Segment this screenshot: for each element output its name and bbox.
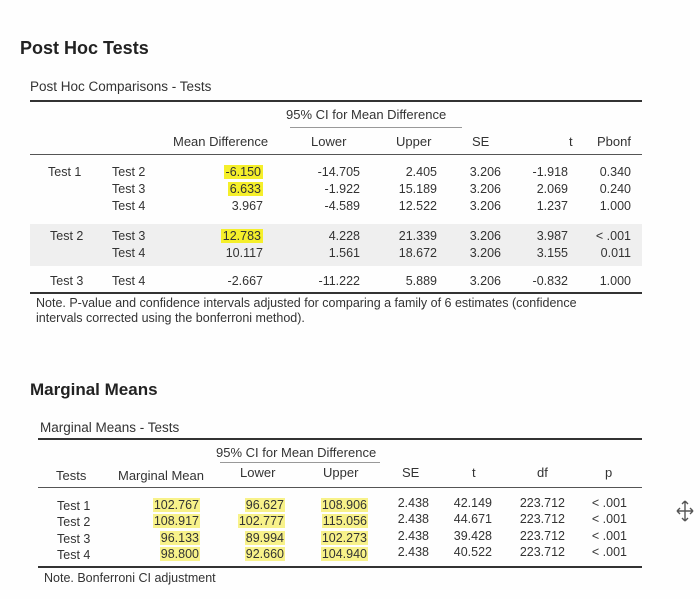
marginal-ci-rule <box>220 462 380 463</box>
mean-diff-value: 10.117 <box>225 246 263 260</box>
se-value: 3.206 <box>469 199 501 213</box>
row-compare-label: Test 4 <box>112 246 146 260</box>
se-value: 2.438 <box>397 512 429 526</box>
marginal-mean-value: 98.800 <box>160 547 199 561</box>
col-se: SE <box>402 465 420 480</box>
marginal-test-label: Test 4 <box>57 548 91 562</box>
mean-diff-value: 6.633 <box>229 182 261 196</box>
row-compare-label: Test 3 <box>112 182 146 196</box>
col-pbonf: Pbonf <box>597 134 631 149</box>
marginal-mean-value: 108.917 <box>153 514 199 528</box>
mean-diff-value: -6.150 <box>225 165 261 179</box>
t-value: 39.428 <box>453 529 492 543</box>
lower-value: 96.627 <box>245 498 284 512</box>
marginal-mean-value: 96.133 <box>160 531 199 545</box>
post-hoc-subtitle: Post Hoc Comparisons - Tests <box>30 79 212 94</box>
t-value: -1.918 <box>532 165 568 179</box>
df-value: 223.712 <box>519 512 565 526</box>
post-hoc-bottom-rule <box>30 292 642 294</box>
col-se: SE <box>472 134 490 149</box>
mean-diff-value: 12.783 <box>222 229 261 243</box>
lower-value: -14.705 <box>317 165 360 179</box>
row-compare-label: Test 4 <box>112 199 146 213</box>
marginal-means-title: Marginal Means <box>30 380 158 399</box>
pbonf-value: 0.011 <box>600 246 631 260</box>
post-hoc-header-rule <box>30 154 642 155</box>
row-compare-label: Test 4 <box>112 274 146 288</box>
upper-value: 2.405 <box>405 165 437 179</box>
t-value: 40.522 <box>453 545 492 559</box>
t-value: -0.832 <box>532 274 568 288</box>
se-value: 3.206 <box>469 182 501 196</box>
marginal-header-rule <box>38 487 642 488</box>
p-value: < .001 <box>591 529 627 543</box>
col-mean-difference: Mean Difference <box>173 134 269 149</box>
col-t: t <box>472 465 476 480</box>
marginal-bottom-rule <box>38 566 642 568</box>
pbonf-value: 0.240 <box>599 182 631 196</box>
row-compare-label: Test 3 <box>112 229 146 243</box>
marginal-test-label: Test 2 <box>57 515 91 529</box>
col-marginal-mean: Marginal Mean <box>118 468 204 483</box>
marginal-ci-header: 95% CI for Mean Difference <box>216 445 377 460</box>
post-hoc-note-cont: intervals corrected using the bonferroni method). <box>36 311 305 325</box>
post-hoc-top-rule <box>30 100 642 102</box>
p-value: < .001 <box>591 512 627 526</box>
pbonf-value: 1.000 <box>599 274 631 288</box>
t-value: 3.155 <box>536 246 568 260</box>
lower-value: 1.561 <box>328 246 360 260</box>
pbonf-value: 0.340 <box>599 165 631 179</box>
se-value: 2.438 <box>397 496 429 510</box>
mean-diff-value: -2.667 <box>227 274 263 288</box>
row-group-label: Test 2 <box>50 229 84 243</box>
df-value: 223.712 <box>519 529 565 543</box>
lower-value: 89.994 <box>245 531 284 545</box>
se-value: 3.206 <box>469 229 501 243</box>
df-value: 223.712 <box>519 496 565 510</box>
col-df: df <box>537 465 548 480</box>
col-p: p <box>605 465 613 480</box>
col-tests: Tests <box>56 468 87 483</box>
marginal-test-label: Test 3 <box>57 532 91 546</box>
post-hoc-title: Post Hoc Tests <box>20 38 149 58</box>
row-group-label: Test 3 <box>50 274 84 288</box>
upper-value: 104.940 <box>321 547 367 561</box>
upper-value: 18.672 <box>398 246 437 260</box>
row-compare-label: Test 2 <box>112 165 146 179</box>
col-upper: Upper <box>323 465 359 480</box>
df-value: 223.712 <box>519 545 565 559</box>
marginal-means-subtitle: Marginal Means - Tests <box>40 420 180 435</box>
upper-value: 102.273 <box>321 531 367 545</box>
row-group-label: Test 1 <box>48 165 82 179</box>
t-value: 3.987 <box>536 229 568 243</box>
upper-value: 5.889 <box>405 274 437 288</box>
lower-value: -4.589 <box>324 199 360 213</box>
lower-value: -11.222 <box>318 274 360 288</box>
upper-value: 21.339 <box>398 229 437 243</box>
upper-value: 108.906 <box>321 498 367 512</box>
p-value: < .001 <box>591 545 627 559</box>
t-value: 1.237 <box>536 199 568 213</box>
p-value: < .001 <box>591 496 627 510</box>
upper-value: 15.189 <box>398 182 437 196</box>
marginal-mean-value: 102.767 <box>153 498 199 512</box>
upper-value: 12.522 <box>398 199 437 213</box>
marginal-test-label: Test 1 <box>57 499 91 513</box>
col-t: t <box>569 134 573 149</box>
post-hoc-note: Note. P-value and confidence intervals adjusted for comparing a family of 6 estimates (confidence <box>36 296 577 310</box>
marginal-top-rule <box>38 438 642 440</box>
col-lower: Lower <box>311 134 347 149</box>
move-cursor-icon <box>676 500 694 527</box>
mean-diff-value: 3.967 <box>231 199 263 213</box>
se-value: 3.206 <box>469 165 501 179</box>
pbonf-value: < .001 <box>595 229 631 243</box>
post-hoc-ci-rule <box>290 127 462 128</box>
lower-value: 92.660 <box>245 547 284 561</box>
upper-value: 115.056 <box>322 514 367 528</box>
se-value: 2.438 <box>397 545 429 559</box>
t-value: 2.069 <box>536 182 568 196</box>
t-value: 42.149 <box>453 496 492 510</box>
lower-value: 102.777 <box>238 514 284 528</box>
post-hoc-ci-header: 95% CI for Mean Difference <box>286 107 447 122</box>
pbonf-value: 1.000 <box>599 199 631 213</box>
se-value: 3.206 <box>469 246 501 260</box>
col-upper: Upper <box>396 134 432 149</box>
lower-value: 4.228 <box>328 229 360 243</box>
se-value: 2.438 <box>397 529 429 543</box>
se-value: 3.206 <box>469 274 501 288</box>
t-value: 44.671 <box>453 512 492 526</box>
marginal-note: Note. Bonferroni CI adjustment <box>44 571 216 585</box>
col-lower: Lower <box>240 465 276 480</box>
lower-value: -1.922 <box>324 182 360 196</box>
